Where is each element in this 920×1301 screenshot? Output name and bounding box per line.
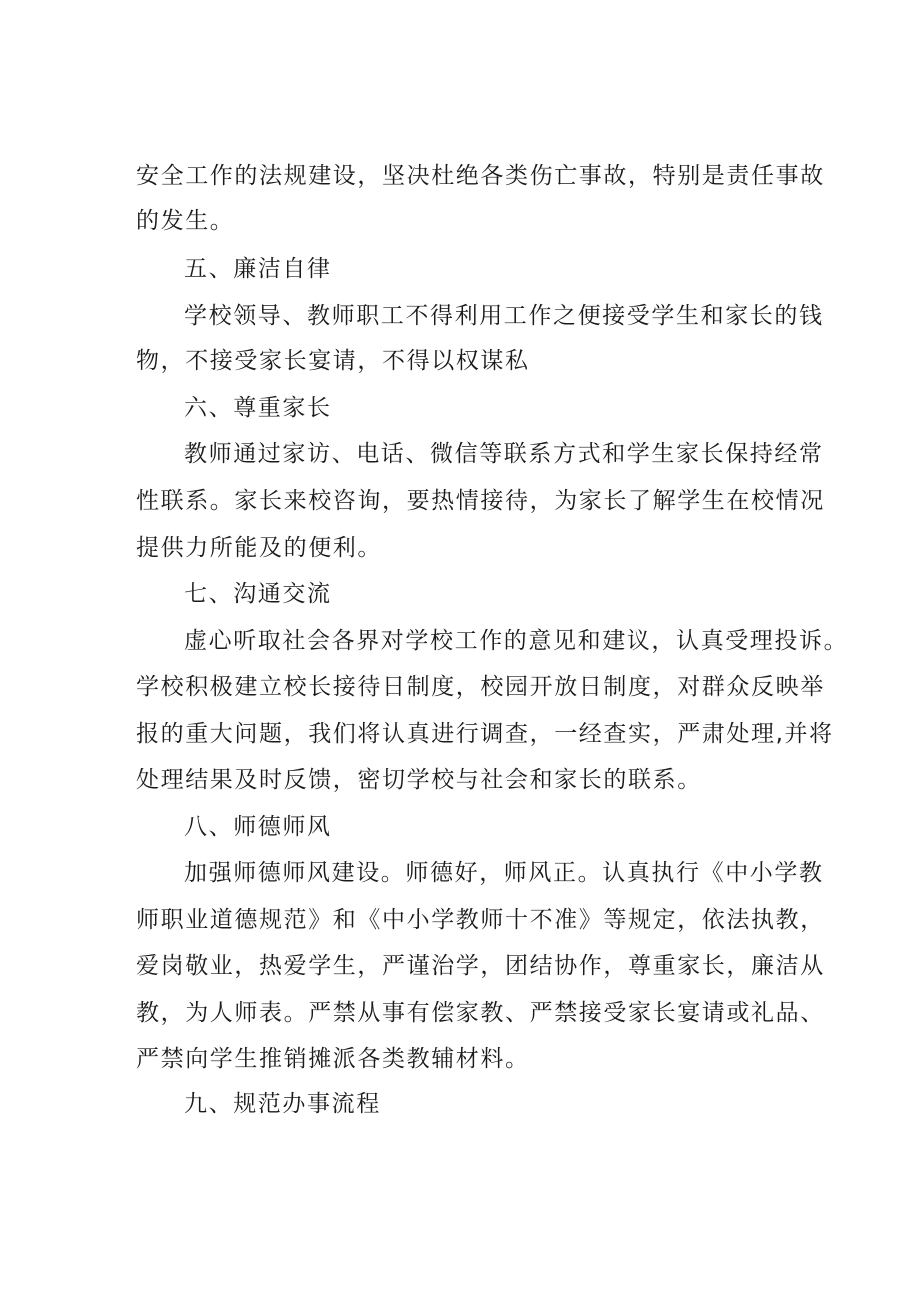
section-heading-seven: 七、沟通交流 (184, 581, 332, 607)
body-text-line: 处理结果及时反馈，密切学校与社会和家长的联系。 (136, 767, 702, 793)
body-text-line: 爱岗敬业，热爱学生，严谨治学，团结协作，尊重家长，廉洁从 (136, 953, 825, 979)
section-heading-six: 六、尊重家长 (184, 395, 332, 421)
body-text-line: 性联系。家长来校咨询，要热情接待，为家长了解学生在校情况 (136, 488, 825, 514)
section-heading-eight: 八、师德师风 (184, 814, 332, 840)
body-text-line: 教师通过家访、电话、微信等联系方式和学生家长保持经常 (184, 441, 824, 467)
section-heading-five: 五、廉洁自律 (184, 256, 332, 282)
body-text-line: 教，为人师表。严禁从事有偿家教、严禁接受家长宴请或礼品、 (136, 1000, 825, 1026)
body-text-line: 安全工作的法规建设，坚决杜绝各类伤亡事故，特别是责任事故 (136, 163, 825, 189)
body-text-line: 加强师德师风建设。师德好，师风正。认真执行《中小学教 (184, 860, 824, 886)
section-heading-nine: 九、规范办事流程 (184, 1091, 381, 1117)
body-text-line: 报的重大问题，我们将认真进行调查，一经查实，严肃处理,并将 (136, 721, 834, 747)
body-text-line: 学校积极建立校长接待日制度，校园开放日制度，对群众反映举 (136, 674, 825, 700)
body-text-line: 的发生。 (136, 208, 235, 234)
body-text-line: 师职业道德规范》和《中小学教师十不准》等规定，依法执教， (136, 907, 825, 933)
body-text-line: 严禁向学生推销摊派各类教辅材料。 (136, 1046, 530, 1072)
body-text-line: 虚心听取社会各界对学校工作的意见和建议，认真受理投诉。 (184, 628, 849, 654)
body-text-line: 学校领导、教师职工不得利用工作之便接受学生和家长的钱 (184, 303, 824, 329)
body-text-line: 提供力所能及的便利。 (136, 535, 382, 561)
body-text-line: 物，不接受家长宴请，不得以权谋私 (136, 348, 530, 374)
